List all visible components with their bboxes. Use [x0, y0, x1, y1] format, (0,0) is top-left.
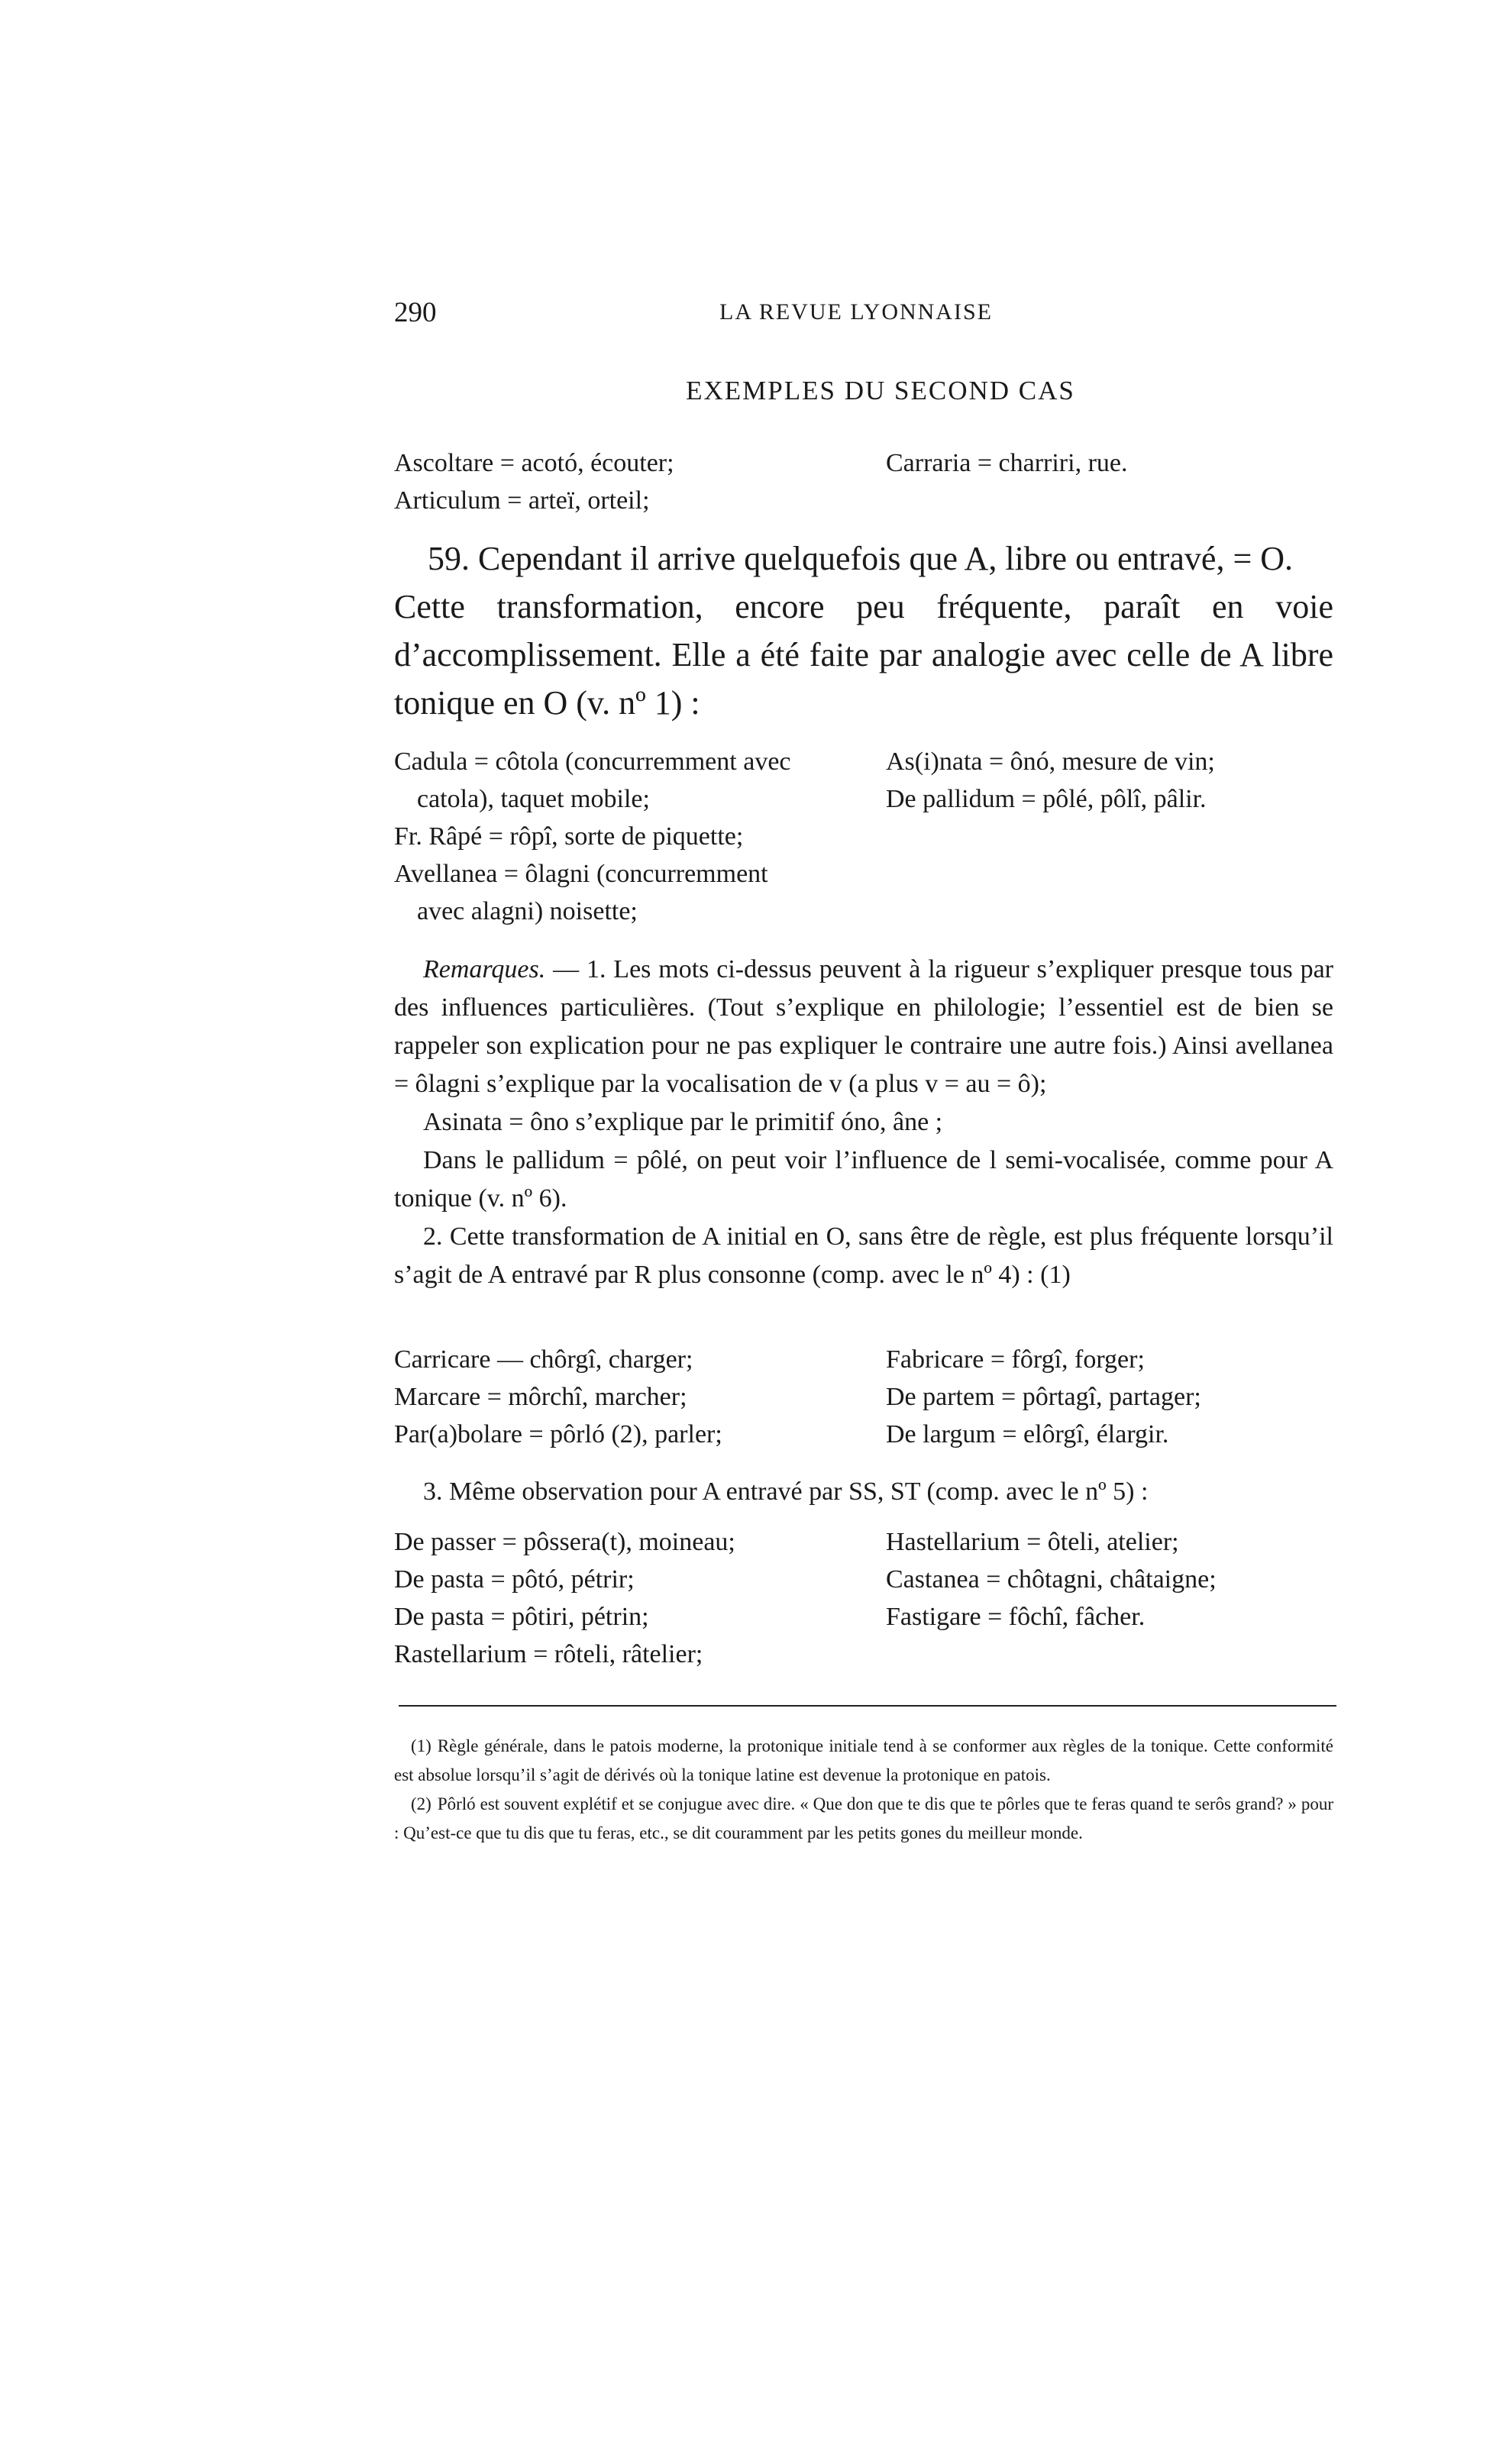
examples-ss-st [394, 1523, 1336, 1676]
examples-second-case [394, 444, 1336, 521]
examples-right-column [886, 1523, 1217, 1636]
example-line: De largum = elôrgî, élargir. [886, 1420, 1169, 1448]
examples-r-plus-consonant [394, 1341, 1336, 1455]
examples-left-column [394, 444, 674, 519]
example-line: De partem = pôrtagî, partager; [886, 1383, 1201, 1411]
examples-right-column [886, 1341, 1201, 1453]
running-header [394, 296, 1336, 327]
example-line: De pallidum = pôlé, pôlî, pâlir. [886, 785, 1207, 813]
example-line: As(i)nata = ônó, mesure de vin; [886, 748, 1215, 776]
paragraph-3: 3. Même observation pour A entravé par SS, ST (comp. avec le nº 5) : [423, 1477, 1149, 1506]
footnote-1 [394, 1732, 1333, 1790]
example-line: Rastellarium = rôteli, râtelier; [394, 1640, 703, 1668]
footnotes [394, 1732, 1333, 1848]
example-line: Avellanea = ôlagni (concurremment [394, 860, 768, 888]
footnote-divider [399, 1705, 1336, 1707]
footnote-2 [394, 1790, 1333, 1848]
example-line: Hastellarium = ôteli, atelier; [886, 1528, 1179, 1556]
remark-1-text: — 1. Les mots ci-dessus peuvent à la rigueur s’expliquer presque tous par des influences particulières. (Tout s’explique en philologie; l’essentiel est de bien se rappeler son explication pour ne pas expliquer le contraire une autre fois.) Ainsi avellanea = ôlagni s’explique par la vocalisation de v (a plus v = au = ô); [394, 955, 1333, 1098]
examples-left-column [394, 1523, 735, 1673]
section-title: EXEMPLES DU SECOND CAS [686, 376, 1075, 405]
remarks-label: Remarques. [423, 955, 546, 983]
example-line: Cadula = côtola (concurremment avec [394, 748, 791, 776]
remark-pallidum: Dans le pallidum = pôlé, on peut voir l’influence de l semi-vocalisée, comme pour A tonique (v. nº 6). [394, 1146, 1333, 1213]
footnote-text: Pôrló est souvent explétif et se conjugue avec dire. « Que don que te dis que te pôrles que te feras quand te serôs grand? » pour : Qu’est-ce que tu dis que tu feras, etc., se dit couramment par les petits gones du meilleur monde. [394, 1794, 1333, 1842]
paragraph-59 [394, 534, 1333, 727]
example-line: Castanea = chôtagni, châtaigne; [886, 1565, 1217, 1594]
example-line: Ascoltare = acotó, écouter; [394, 449, 674, 477]
example-line: Carraria = charriri, rue. [886, 449, 1128, 477]
examples-o-transformation [394, 743, 1336, 934]
example-line: catola), taquet mobile; [417, 785, 650, 813]
examples-left-column [394, 1341, 722, 1453]
examples-right-column [886, 743, 1215, 818]
example-line: Fastigare = fôchî, fâcher. [886, 1603, 1146, 1631]
example-line: Marcare = môrchî, marcher; [394, 1383, 687, 1411]
remarks-section [394, 951, 1333, 1294]
examples-right-column [886, 444, 1128, 482]
paragraph-59-body: Cette transformation, encore peu fréquente, paraît en voie d’accomplissement. Elle a été faite par analogie avec celle de A libre tonique en O (v. nº 1) : [394, 588, 1333, 722]
running-title: LA REVUE LYONNAISE [719, 299, 993, 325]
remark-2: 2. Cette transformation de A initial en O, sans être de règle, est plus fréquente lorsqu’il s’agit de A entravé par R plus consonne (comp. avec le nº 4) : (1) [394, 1222, 1333, 1289]
example-line: avec alagni) noisette; [417, 897, 638, 925]
example-line: Fr. Râpé = rôpî, sorte de piquette; [394, 822, 744, 851]
remark-1 [394, 951, 1333, 1103]
example-line: De pasta = pôtiri, pétrin; [394, 1603, 649, 1631]
example-line: Carricare — chôrgî, charger; [394, 1345, 693, 1374]
example-line: Articulum = arteï, orteil; [394, 486, 650, 515]
example-line: De passer = pôssera(t), moineau; [394, 1528, 735, 1556]
example-line: Fabricare = fôrgî, forger; [886, 1345, 1145, 1374]
remark-asinata: Asinata = ôno s’explique par le primitif óno, âne ; [423, 1108, 943, 1136]
paragraph-59-first-line: 59. Cependant il arrive quelquefois que A, libre ou entravé, = O. [428, 540, 1294, 577]
footnote-label: (2) [411, 1794, 431, 1813]
footnote-text: Règle générale, dans le patois moderne, la protonique initiale tend à se conformer aux règles de la tonique. Cette conformité est absolue lorsqu’il s’agit de dérivés où la tonique latine est devenue la protonique en patois. [394, 1736, 1333, 1784]
examples-left-column [394, 743, 791, 930]
page-number: 290 [394, 297, 437, 328]
example-line: Par(a)bolare = pôrló (2), parler; [394, 1420, 722, 1448]
example-line: De pasta = pôtó, pétrir; [394, 1565, 635, 1594]
footnote-label: (1) [411, 1736, 431, 1755]
